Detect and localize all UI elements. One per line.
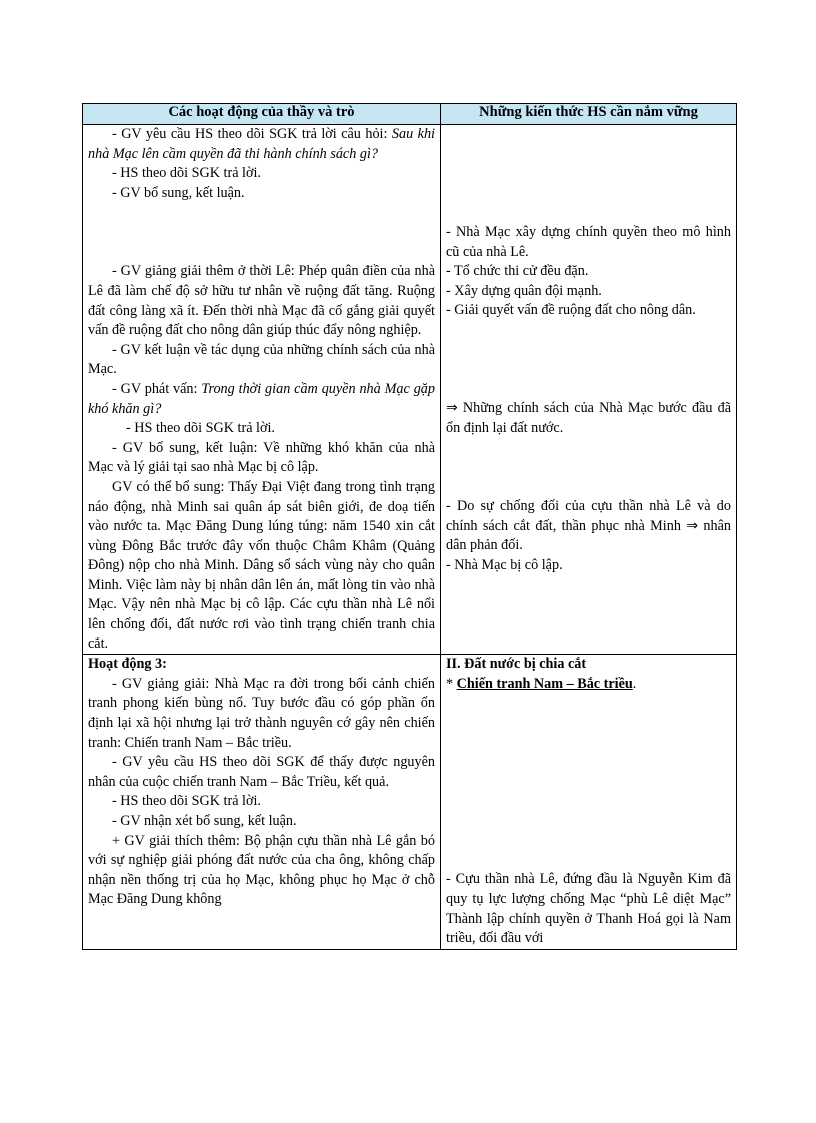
text: - GV phát vấn:: [112, 380, 198, 397]
paragraph: - Nhà Mạc bị cô lập.: [446, 556, 563, 573]
spacer: [88, 203, 435, 262]
text: - Do sự chống đối của cựu thần nhà Lê và do chính sách cắt đất, thần phục nhà Minh: [446, 498, 731, 534]
paragraph: - GV giảng giải: Nhà Mạc ra đời trong bối cảnh chiến tranh phong kiến bùng nổ. Tuy bước đầu có góp phần ổn định lại xã hội nhưng lại trở thành nguyên cớ gây nên chiến tranh: Chiến tranh Nam – Bắc triều.: [88, 675, 435, 751]
knowledge-cell: [441, 655, 737, 950]
table-row: [83, 655, 737, 950]
paragraph: - GV bổ sung, kết luận.: [112, 184, 245, 201]
text: *: [446, 675, 454, 692]
implies-arrow-icon: ⇒: [446, 399, 458, 416]
subsection-title: [446, 675, 731, 695]
text: .: [632, 675, 637, 692]
paragraph: - HS theo dõi SGK trả lời.: [112, 793, 261, 810]
paragraph: - Cựu thần nhà Lê, đứng đầu là Nguyễn Kim đã quy tụ lực lượng chống Mạc “phù Lê diệt Mạc” Thành lập chính quyền ở Thanh Hoá gọi là Nam triều, đối đầu với: [446, 871, 731, 947]
activities-cell: [83, 655, 441, 950]
section-title: II. Đất nước bị chia cắt: [446, 656, 587, 673]
text: Chiến tranh Nam – Bắc triều: [456, 675, 633, 692]
paragraph: - HS theo dõi SGK trả lời.: [126, 420, 275, 437]
paragraph: - HS theo dõi SGK trả lời.: [112, 165, 261, 182]
knowledge-cell: [441, 125, 737, 655]
paragraph: [446, 399, 731, 438]
paragraph: - GV yêu cầu HS theo dõi SGK để thấy được nguyên nhân của cuộc chiến tranh Nam – Bắc Triều, kết quả.: [88, 754, 435, 790]
lesson-plan-table: [82, 103, 737, 950]
activity-title: Hoạt động 3:: [88, 656, 167, 673]
paragraph: [88, 125, 435, 164]
spacer: [446, 694, 731, 870]
table-header-row: [83, 104, 737, 125]
header-knowledge: Những kiến thức HS cần nắm vững: [441, 104, 737, 125]
text: Những chính sách của Nhà Mạc bước đầu đã ổn định lại đất nước.: [446, 399, 731, 436]
spacer: [446, 321, 731, 399]
activities-cell: [83, 125, 441, 655]
spacer: [446, 438, 731, 497]
text: - GV yêu cầu HS theo dõi SGK trả lời câu hỏi:: [112, 126, 388, 142]
paragraph: - Xây dựng quân đội mạnh.: [446, 282, 602, 299]
header-activities: Các hoạt động của thầy và trò: [83, 104, 441, 125]
paragraph: [88, 380, 435, 419]
implies-arrow-icon: ⇒: [686, 517, 699, 534]
paragraph: - GV giảng giải thêm ở thời Lê: Phép quân điền của nhà Lê đã làm chế độ sở hữu tư nhân về ruộng đất tăng. Ruộng đất công làng xã ít. Đến thời nhà Mạc đã cố gắng giải quyết vấn đề ruộng đất cho nông dân giúp thúc đẩy nông nghiệp.: [88, 263, 435, 339]
paragraph: - GV kết luận về tác dụng của những chính sách của nhà Mạc.: [88, 341, 435, 378]
text: nhân dân phản đối.: [446, 517, 732, 554]
question-text: Sau khi nhà Mạc lên cầm quyền đã thi hành chính sách gì?: [88, 126, 435, 162]
spacer: [446, 125, 731, 223]
paragraph: - Giải quyết vấn đề ruộng đất cho nông dân.: [446, 302, 696, 319]
paragraph: - Nhà Mạc xây dựng chính quyền theo mô hình cũ của nhà Lê.: [446, 224, 731, 260]
table-row: [83, 125, 737, 655]
paragraph: - Tổ chức thi cử đều đặn.: [446, 263, 589, 280]
paragraph: - GV nhận xét bổ sung, kết luận.: [112, 813, 297, 829]
paragraph: GV có thể bổ sung: Thấy Đại Việt đang trong tình trạng náo động, nhà Minh sai quân áp sát biên giới, đe doạ tiến vào nước ta. Mạc Đăng Dung lúng túng: năm 1540 xin cắt vùng Đông Bắc trước đây vốn thuộc Châm Khâm (Quảng Đông) nộp cho nhà Minh. Dâng sổ sách vùng này cho quân Minh. Việc làm này bị nhân dân lên án, mất lòng tin vào nhà Mạc. Vậy nên nhà Mạc bị cô lập. Các cựu thần nhà Lê nổi lên chống đối, đất nước rơi vào tình trạng chiến tranh chia cắt.: [88, 478, 435, 652]
paragraph: + GV giải thích thêm: Bộ phận cựu thần nhà Lê gắn bó với sự nghiệp giải phóng đất nước của cha ông, không chấp nhận nền thống trị của họ Mạc, không phục họ Mạc ở chỗ Mạc Đăng Dung không: [88, 832, 435, 908]
paragraph: [446, 497, 731, 556]
paragraph: - GV bổ sung, kết luận: Về những khó khăn của nhà Mạc và lý giải tại sao nhà Mạc bị cô lập.: [88, 439, 435, 476]
question-text: Trong thời gian cầm quyền nhà Mạc gặp khó khăn gì?: [88, 380, 435, 417]
